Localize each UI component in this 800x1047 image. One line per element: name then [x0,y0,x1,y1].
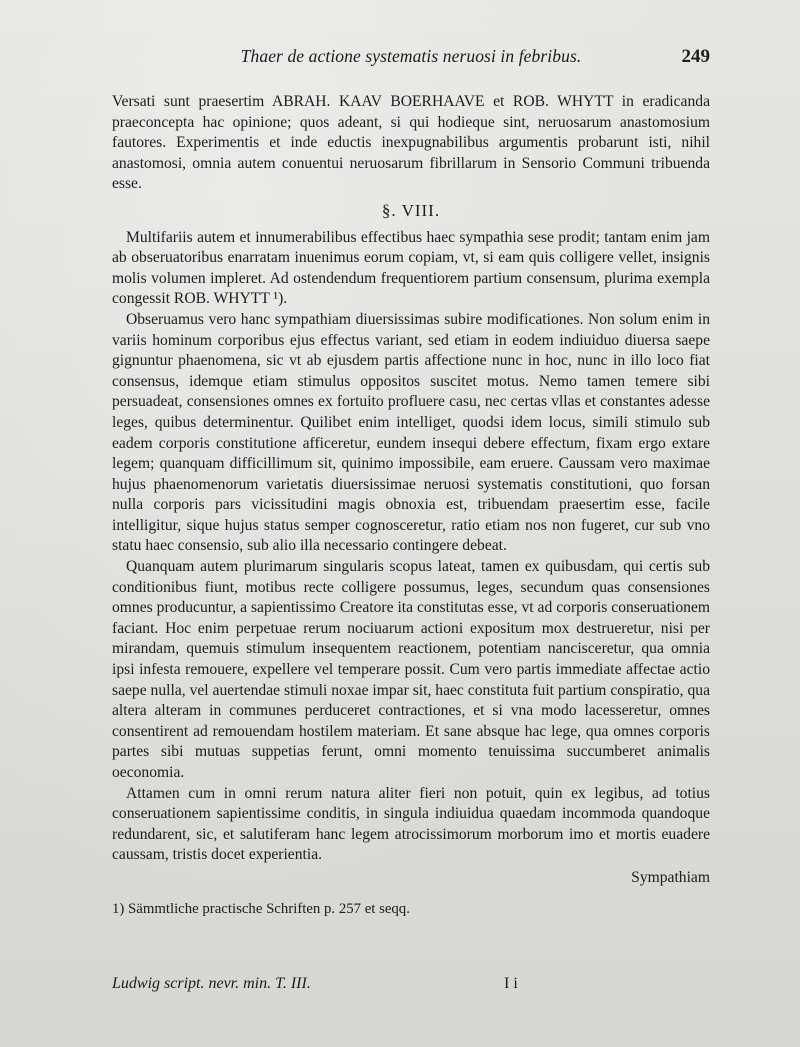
paragraph-4: Quanquam autem plurimarum singularis scopus lateat, tamen ex quibusdam, qui certis sub conditionibus fiunt, motibus recte colligere possumus, leges, secundum quas consensiones omnes producuntur, a sapientissimo Creatore ita constitutas esse, vt ad corporis conseruationem faciant. Hoc enim perpetuae rerum nociuarum actioni expositum mox destrueretur, nisi per mirandam, quemuis stimulum insequentem reactionem, potentiam nancisceretur, qua omnia ipsi infesta remouere, expellere vel temperare possit. Cum vero partis immediate affectae actio saepe nulla, vel auertendae stimuli noxae impar sit, haec constituta fuit partium conspiratio, qua altera alteram in communes perduceret contractiones, et si vna modo lacesseretur, omnes consentirent ad remouendam hostilem materiam. Et sane absque hac lege, qua omnes corporis partes sibi mutuas suppetias ferunt, omni momento tenuissima succumberet animalis oeconomia. [112,558,710,781]
paragraph-5: Attamen cum in omni rerum natura aliter fieri non potuit, quin ex legibus, ad totius conseruationem sapientissime conditis, in singula indiuidua quaedam incommoda quandoque redundarent, sic, et salutiferam hanc legem atrocissimorum morborum imo et mortis euadere caussam, tristis docet experientia. [112,784,710,864]
page-number: 249 [681,46,710,67]
signature-note: Ludwig script. nevr. min. T. III. [112,975,311,992]
page-footer [112,975,710,999]
paragraph-3: Obseruamus vero hanc sympathiam diuersissimas subire modificationes. Non solum enim in variis hominum corporibus ejus effectus variant, sed etiam in eodem indiuiduo diuersa saepe gignuntur phaenomena, sic vt ab ejusdem partis affectione nunc in hoc, nunc in illo loco fiat consensus, idemque etiam stimulus oppositos suscitet motus. Nemo tamen temere sibi persuadeat, consensiones omnes ex fortuito profluere casu, nec certas vllas et constantes adesse leges, quibus determinentur. Quilibet enim intelliget, quodsi idem locus, simili stimulo sub eadem corporis constitutione afficeretur, eundem insequi debere effectum, fixam ergo extare legem; quanquam difficillimum sit, quinimo impossibile, eam eruere. Caussam vero maximae hujus phaenomenorum varietatis diuersissimae neruosi systematis constitutioni, quo forsan nulla corporis pars vicissitudini magis obnoxia est, tribuendam praesertim esse, facile intelligitur, sique hujus status semper cognosceretur, ratio etiam nos non fugeret, cur sub vno statu haec consensio, sub alio illa necessario contingere debeat. [112,310,710,555]
paragraph-1: Versati sunt praesertim ABRAH. KAAV BOERHAAVE et ROB. WHYTT in eradicanda praeconcepta hac opinione; quos adeant, si qui hodieque sint, neruosarum anastomosium fautores. Experimentis et inde eductis inexpugnabilibus argumentis probarunt isti, nihil anastomosi, omnia autem conuentui neruosarum fibrillarum in Sensorio Communi tribuenda esse. [112,93,710,193]
catchword: Sympathiam [631,868,710,886]
paragraph-2: Multifariis autem et innumerabilibus effectibus haec sympathia sese prodit; tantam enim jam ab obseruatoribus enarratam inuenimus eorum copiam, vt, si eam quis colligere vellet, insignis molis volumen impleret. Ad ostendendum frequentiorem partium consensum, plurima exempla congessit ROB. WHYTT ¹). [112,228,710,308]
running-title: Thaer de actione systematis neruosi in febribus. [240,46,582,66]
section-heading: §. VIII. [381,200,441,220]
page-header [112,46,710,72]
footnote: 1) Sämmtliche practische Schriften p. 257 et seqq. [112,900,410,917]
page-body [112,92,710,919]
signature-mark: I i [504,975,518,992]
